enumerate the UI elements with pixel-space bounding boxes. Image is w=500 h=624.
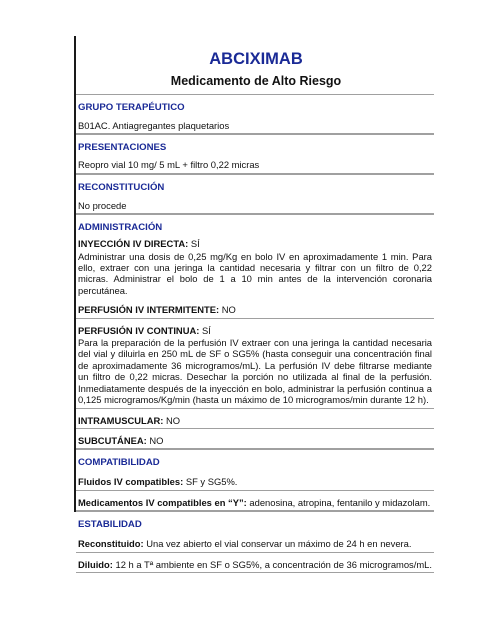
section-heading: COMPATIBILIDAD	[76, 449, 434, 469]
subcutanea-label: SUBCUTÁNEA:	[78, 434, 147, 446]
iv-continua-label: PERFUSIÓN IV CONTINUA:	[78, 324, 200, 336]
intramuscular-row	[76, 409, 434, 429]
section-heading: ESTABILIDAD	[76, 511, 434, 531]
section-reconstitucion	[76, 174, 434, 214]
diluido-value: 12 h a Tª ambiente en SF o SG5%, a concentración de 36 microgramos/mL.	[112, 558, 432, 570]
iv-intermitente-row	[76, 298, 434, 318]
reconstituido-value: Una vez abierto el vial conservar un máximo de 24 h en nevera.	[143, 538, 412, 550]
drug-title: ABCIXIMAB	[209, 50, 303, 68]
section-heading: ADMINISTRACIÓN	[76, 214, 434, 234]
iv-continua-value: SÍ	[199, 324, 211, 336]
iv-directa-value: SÍ	[188, 238, 200, 250]
subcutanea-value: NO	[146, 434, 164, 446]
subcutanea-row	[76, 429, 434, 448]
section-text: Reopro vial 10 mg/ 5 mL + filtro 0,22 micras	[78, 159, 260, 171]
iv-directa-text: Administrar una dosis de 0,25 mg/Kg en bolo IV en aproximadamente 1 min. Para ello, extraer con una jeringa la cantidad necesaria y filtrar con un filtro de 0,22 micras. Administrar el bolo de 1 a 10 min antes de la intervención coronaria percutánea.	[78, 250, 432, 296]
medicamentos-label: Medicamentos IV compatibles en “Y”:	[78, 496, 247, 508]
section-heading: RECONSTITUCIÓN	[76, 174, 434, 194]
iv-directa-label: INYECCIÓN IV DIRECTA:	[78, 238, 189, 250]
monograph-content	[76, 94, 434, 573]
medicamentos-row	[76, 491, 434, 510]
intramuscular-value: NO	[163, 414, 181, 426]
drug-subtitle: Medicamento de Alto Riesgo	[170, 74, 342, 88]
section-estabilidad	[76, 511, 434, 573]
fluidos-row	[76, 469, 434, 490]
medicamentos-value: adenosina, atropina, fentanilo y midazolam.	[246, 496, 431, 508]
section-presentaciones	[76, 134, 434, 173]
section-heading: PRESENTACIONES	[76, 134, 434, 154]
section-compatibilidad	[76, 449, 434, 511]
diluido-row	[76, 553, 434, 572]
section-heading: GRUPO TERAPÉUTICO	[76, 94, 434, 114]
iv-intermitente-value: NO	[219, 304, 236, 316]
section-grupo-terapeutico	[76, 94, 434, 134]
fluidos-value: SF y SG5%.	[183, 476, 238, 488]
reconstituido-row	[76, 531, 434, 552]
diluido-label: Diluido:	[78, 558, 113, 570]
iv-continua-text: Para la preparación de la perfusión IV extraer con una jeringa la cantidad necesaria del vial y diluirla en 250 mL de SF o SG5% (hasta conseguir una concentración final de aproximadamente 36 microgramos/mL). La perfusión IV debe filtrarse mediante un filtro de 0,22 micras. Desechar la porción no utilizada al final de la perfusión. Inmediatamente después de la inyección en bolo, administrar la perfusión continua a 0,125 microgramos/Kg/min (hasta un máximo de 10 microgramos/min durante 12 h).	[76, 336, 434, 408]
iv-intermitente-label: PERFUSIÓN IV INTERMITENTE:	[78, 304, 220, 316]
fluidos-label: Fluidos IV compatibles:	[78, 476, 184, 488]
section-administracion	[76, 214, 434, 449]
section-text: B01AC. Antiagregantes plaquetarios	[78, 120, 230, 131]
intramuscular-label: INTRAMUSCULAR:	[78, 414, 164, 426]
section-text: No procede	[78, 199, 127, 211]
iv-directa-row	[76, 234, 434, 249]
iv-continua-row	[76, 319, 434, 336]
reconstituido-label: Reconstituido:	[78, 538, 144, 550]
